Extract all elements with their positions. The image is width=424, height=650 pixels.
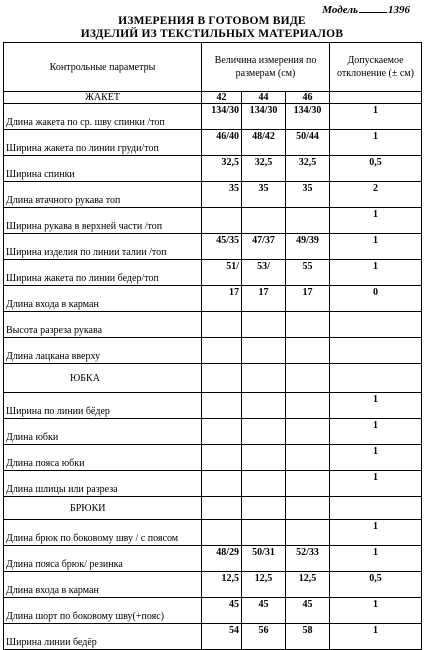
model-underline [359,3,387,13]
param-label: Длина шорт по боковому шву(+пояс) [4,598,202,624]
table-header-row [4,43,422,92]
param-label: Ширина линии бедёр [4,624,202,650]
param-label: Длина втачного рукава топ [4,182,202,208]
empty-cell [286,364,330,393]
size-value: 134/30 [242,104,286,130]
size-value: 53/ [242,260,286,286]
size-value: 45 [286,598,330,624]
empty-cell [286,497,330,520]
size-value: 32,5 [202,156,242,182]
size-value [286,445,330,471]
size-value: 12,5 [242,572,286,598]
size-value [242,312,286,338]
section-skirt: ЮБКА [4,364,202,393]
section-jacket: ЖАКЕТ [4,92,202,104]
tolerance-value: 1 [330,520,422,546]
tolerance-value: 1 [330,104,422,130]
tolerance-value: 1 [330,234,422,260]
size-value [242,393,286,419]
size-value: 45 [242,598,286,624]
empty-cell [242,364,286,393]
table-row [4,598,422,624]
size-value: 17 [242,286,286,312]
param-label: Ширина по линии бёдер [4,393,202,419]
size-cell: 42 [202,92,242,104]
size-value [202,208,242,234]
table-row [4,312,422,338]
size-value: 54 [202,624,242,650]
empty-cell [242,497,286,520]
table-row [4,260,422,286]
header-params: Контрольные параметры [4,43,202,92]
param-label: Длина входа в карман [4,286,202,312]
param-label: Длина лацкана вверху [4,338,202,364]
param-label: Длина брюк по боковому шву / с поясом [4,520,202,546]
tolerance-value [330,312,422,338]
param-label: Высота разреза рукава [4,312,202,338]
size-value: 50/31 [242,546,286,572]
empty-cell [330,497,422,520]
size-value [286,338,330,364]
title-line-2: ИЗДЕЛИЙ ИЗ ТЕКСТИЛЬНЫХ МАТЕРИАЛОВ [80,28,344,40]
tolerance-value: 1 [330,546,422,572]
table-row [4,130,422,156]
size-value: 17 [202,286,242,312]
size-cell: 44 [242,92,286,104]
param-label: Длина пояса юбки [4,445,202,471]
tolerance-value: 1 [330,393,422,419]
header-tolerance: Допускаемое отклонение (± см) [330,43,422,92]
param-label: Длина пояса брюк/ резинка [4,546,202,572]
size-value: 48/29 [202,546,242,572]
size-value: 55 [286,260,330,286]
param-label: Длина входа в карман [4,572,202,598]
param-label: Длина шлицы или разреза [4,471,202,497]
size-value: 52/33 [286,546,330,572]
size-value: 134/30 [286,104,330,130]
section-row [4,497,422,520]
size-value: 35 [286,182,330,208]
table-row [4,286,422,312]
param-label: Ширина жакета по линии бедер/топ [4,260,202,286]
size-tolerance-empty [330,92,422,104]
tolerance-value: 1 [330,598,422,624]
empty-cell [202,364,242,393]
table-row [4,234,422,260]
param-label: Ширина рукава в верхней части /топ [4,208,202,234]
tolerance-value: 2 [330,182,422,208]
size-value: 56 [242,624,286,650]
size-value [286,208,330,234]
size-value: 12,5 [286,572,330,598]
size-value: 46/40 [202,130,242,156]
size-value: 35 [202,182,242,208]
tolerance-value: 1 [330,260,422,286]
tolerance-value: 1 [330,208,422,234]
model-number: 1396 [388,4,410,16]
table-row [4,182,422,208]
size-value: 48/42 [242,130,286,156]
size-value: 49/39 [286,234,330,260]
size-value [286,393,330,419]
size-value [202,471,242,497]
size-value: 17 [286,286,330,312]
table-row [4,419,422,445]
size-value [242,445,286,471]
title-line-1: ИЗМЕРЕНИЯ В ГОТОВОМ ВИДЕ [118,15,306,27]
param-label: Длина юбки [4,419,202,445]
size-value: 32,5 [242,156,286,182]
size-value: 134/30 [202,104,242,130]
table-row [4,156,422,182]
document-title [0,15,424,41]
param-label: Ширина спинки [4,156,202,182]
size-value [286,471,330,497]
tolerance-value: 0,5 [330,156,422,182]
size-value [202,445,242,471]
size-value: 58 [286,624,330,650]
table-row [4,624,422,650]
size-value: 45 [202,598,242,624]
tolerance-value: 1 [330,130,422,156]
size-value [242,520,286,546]
empty-cell [202,497,242,520]
sizes-row [4,92,422,104]
section-trousers: БРЮКИ [4,497,202,520]
size-value: 12,5 [202,572,242,598]
size-value: 35 [242,182,286,208]
tolerance-value: 1 [330,419,422,445]
size-value [202,520,242,546]
model-label-text: Модель [322,4,358,16]
size-value: 51/ [202,260,242,286]
size-value [202,312,242,338]
section-row [4,364,422,393]
table-row [4,572,422,598]
param-label: Длина жакета по ср. шву спинки /топ [4,104,202,130]
tolerance-value: 0 [330,286,422,312]
table-row [4,445,422,471]
tolerance-value: 1 [330,624,422,650]
empty-cell [330,364,422,393]
table-row [4,104,422,130]
size-value [242,419,286,445]
size-value: 32,5 [286,156,330,182]
size-value [286,520,330,546]
size-value: 47/37 [242,234,286,260]
table-row [4,338,422,364]
table-row [4,208,422,234]
size-value: 45/35 [202,234,242,260]
table-row [4,520,422,546]
table-row [4,471,422,497]
tolerance-value: 1 [330,471,422,497]
size-value [286,419,330,445]
size-value [242,471,286,497]
size-value [202,338,242,364]
size-value: 50/44 [286,130,330,156]
tolerance-value [330,338,422,364]
tolerance-value: 0,5 [330,572,422,598]
size-value [242,338,286,364]
size-value [242,208,286,234]
tolerance-value: 1 [330,445,422,471]
size-cell: 46 [286,92,330,104]
param-label: Ширина изделия по линии талии /топ [4,234,202,260]
size-value [286,312,330,338]
measurements-table [3,42,422,650]
table-row [4,546,422,572]
header-values: Величина измерения по размерам (см) [202,43,330,92]
size-value [202,419,242,445]
size-value [202,393,242,419]
table-row [4,393,422,419]
param-label: Ширина жакета по линии груди/топ [4,130,202,156]
